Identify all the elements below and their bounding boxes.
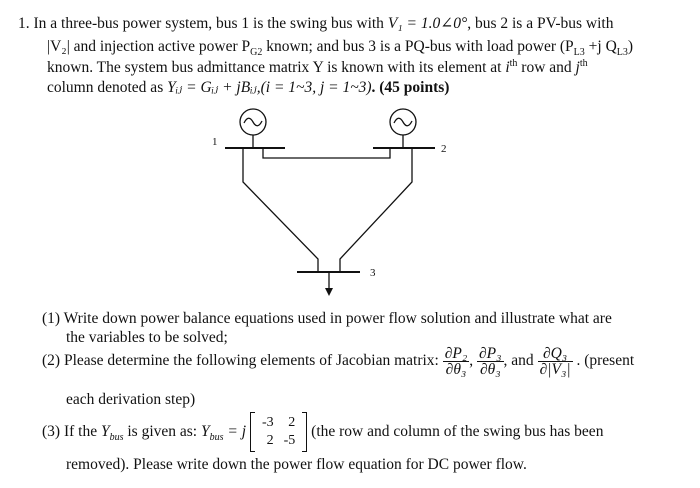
question-1-text-b: the variables to be solved; — [66, 329, 228, 346]
problem-text-2c: +j Q — [584, 38, 617, 55]
matrix-cell: 2 — [288, 415, 296, 431]
matrix-cell: -3 — [261, 415, 274, 431]
problem-text-3mid: row and — [517, 59, 576, 77]
problem-line-1 — [18, 14, 660, 33]
question-3-text-d: removed). Please write down the power flow equation for DC power flow. — [66, 456, 527, 473]
index-j: j — [575, 59, 580, 77]
line-2-3 — [340, 148, 412, 272]
problem-line-4 — [47, 78, 449, 97]
bus-1-label: 1 — [212, 136, 218, 148]
question-3-text-a: (3) If the — [42, 423, 101, 440]
line-1-2 — [263, 148, 390, 158]
question-1-line-1 — [42, 310, 612, 328]
question-3-text-c: (the row and column of the swing bus has been — [311, 423, 604, 440]
load-arrow-icon — [325, 272, 333, 296]
problem-line-3 — [47, 58, 588, 77]
problem-text-2d: ) — [627, 38, 634, 55]
jacobian-fraction-2-num: ∂P₃ — [479, 345, 502, 362]
ql3-sub: L3 — [616, 47, 628, 59]
pl3-sub: L3 — [573, 47, 585, 59]
generator-1-icon — [240, 109, 266, 148]
ybus-symbol: Y — [100, 423, 110, 440]
index-i: i — [505, 59, 510, 77]
matrix-cell: -5 — [283, 433, 296, 449]
ybus-matrix — [250, 412, 307, 452]
jacobian-fraction-2-den: ∂θ₃ — [479, 361, 501, 378]
jacobian-fraction-1-den: ∂θ₃ — [445, 361, 467, 378]
question-2-line-2 — [66, 391, 195, 409]
problem-text-2: |V₂| and injection active power P — [47, 38, 251, 55]
v1-equation: V₁ = 1.0∠0° — [387, 15, 468, 32]
question-3-text-b: is given as: — [127, 423, 198, 440]
sup-th-1: th — [509, 58, 518, 69]
problem-text-2b: known; and bus 3 is a PQ-bus with load power (P — [262, 38, 574, 55]
jacobian-fraction-3-num: ∂Q₃ — [538, 346, 573, 362]
problem-line-2 — [47, 38, 633, 58]
question-2-text-c: each derivation step) — [66, 391, 196, 408]
three-bus-diagram — [200, 102, 470, 302]
matrix-cell: 2 — [266, 433, 274, 449]
jacobian-fraction-1 — [443, 346, 470, 377]
problem-number: 1. — [18, 15, 30, 32]
pg2-sub: G2 — [250, 47, 263, 59]
points-label: . (45 points) — [371, 79, 450, 96]
question-2-line-1: (2) Please determine the following elements of Jacobian matrix: $\frac{\text{∂P₂}}{\text{∂θ₃}}$ , $\frac{\text{∂P₃}}{\text{∂θ₃}}$ , and $\frac{\text{∂Q₃}}{\text{∂|V₃|}}$ . (present — [42, 345, 635, 378]
bus-3-label: 3 — [370, 267, 376, 279]
problem-text-4a: column denoted as — [47, 79, 168, 96]
problem-text-1a: In a three-bus power system, bus 1 is the swing bus with — [33, 15, 388, 32]
question-3-line-1 — [42, 412, 603, 458]
question-2-and: , and — [503, 352, 534, 370]
ybus-sub-2: bus — [209, 432, 224, 444]
sup-th-2: th — [579, 58, 588, 69]
problem-text-1b: , bus 2 is a PV-bus with — [467, 15, 614, 32]
jacobian-fraction-3-den: ∂|V₃| — [539, 361, 571, 378]
line-1-3 — [243, 148, 318, 272]
question-1-text-a: (1) Write down power balance equations used in power flow solution and illustrate what are — [42, 310, 612, 327]
bus-2-label: 2 — [441, 143, 447, 155]
ybus-symbol-2: Y — [201, 423, 210, 440]
jacobian-fraction-2 — [477, 346, 504, 377]
ybus-sub: bus — [109, 432, 124, 444]
ybus-eq-lhs: = j — [227, 423, 247, 440]
generator-2-icon — [390, 109, 416, 148]
question-1-line-2 — [66, 329, 228, 347]
question-2-text-a: (2) Please determine the following elements of Jacobian matrix: — [42, 352, 439, 370]
problem-text-3: known. The system bus admittance matrix Y is known with its element at — [47, 59, 502, 77]
jacobian-fraction-3 — [538, 346, 573, 377]
question-3-line-2 — [66, 456, 527, 474]
question-2-text-b: . (present — [576, 352, 635, 370]
jacobian-fraction-1-num: ∂P₂ — [444, 345, 468, 362]
yij-equation: Yᵢⱼ = Gᵢⱼ + jBᵢⱼ,(i = 1~3, j = 1~3) — [167, 79, 372, 96]
